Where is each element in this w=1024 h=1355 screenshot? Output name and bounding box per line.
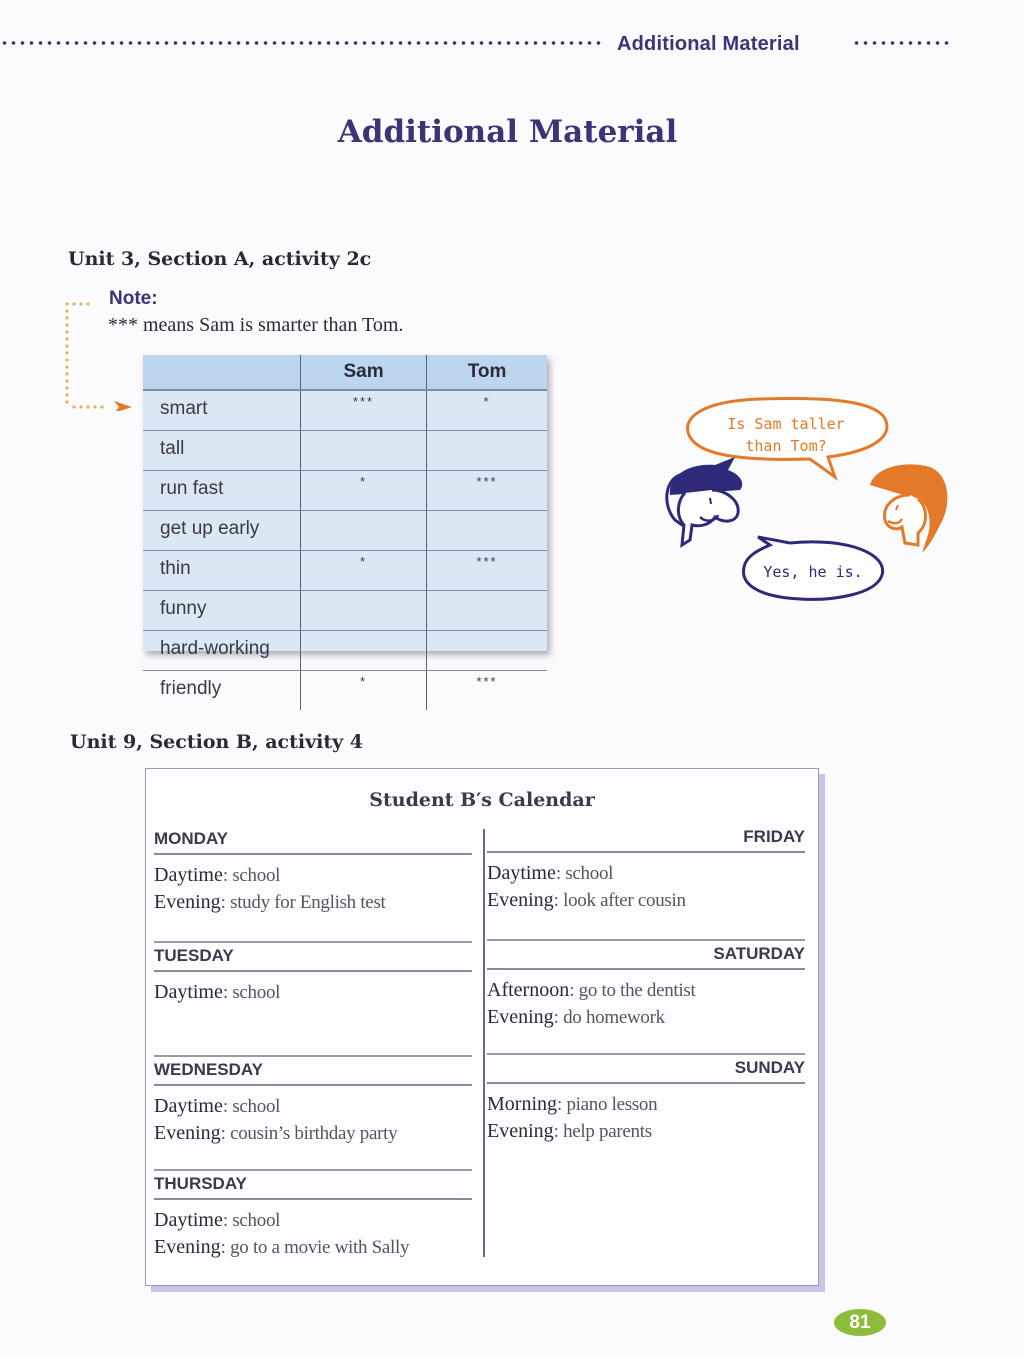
question-line-1: Is Sam taller <box>727 415 845 433</box>
entry-label: Afternoon <box>487 979 570 1001</box>
table-row <box>143 631 547 671</box>
running-header <box>0 33 960 59</box>
calendar-title: Student B′s Calendar <box>369 789 595 811</box>
table-row <box>143 471 547 511</box>
entry-label: Daytime <box>487 862 556 884</box>
entry-value: school <box>565 863 614 884</box>
sam-rating: * <box>301 671 427 711</box>
day-entries <box>154 1200 472 1261</box>
day-name: SUNDAY <box>487 1058 805 1084</box>
entry-value: school <box>232 982 281 1003</box>
day-name: SATURDAY <box>487 944 805 970</box>
trait-cell: run fast <box>143 471 301 511</box>
entry-separator: : <box>555 863 566 884</box>
entry-value: do homework <box>563 1007 665 1028</box>
sam-rating: * <box>301 551 427 591</box>
note-label: Note: <box>109 288 158 309</box>
answer-text: Yes, he is. <box>763 563 863 581</box>
tom-rating: *** <box>427 471 547 511</box>
day-entries <box>487 970 805 1031</box>
column-header-tom: Tom <box>427 355 547 390</box>
entry-label: Morning <box>487 1093 557 1115</box>
day-tuesday <box>154 941 472 1006</box>
trait-cell: hard-working <box>143 631 301 671</box>
tom-rating: *** <box>427 551 547 591</box>
page-title: Additional Material <box>337 114 678 150</box>
entry-label: Daytime <box>154 1095 223 1117</box>
tom-rating <box>427 431 547 471</box>
day-monday <box>154 829 472 916</box>
day-saturday <box>487 939 805 1031</box>
girl-face-icon <box>870 464 947 553</box>
tom-rating <box>427 591 547 631</box>
trait-cell: smart <box>143 390 301 431</box>
calendar-entry <box>487 1118 805 1145</box>
entry-value: school <box>232 1096 281 1117</box>
sam-rating <box>301 431 427 471</box>
boy-face-icon <box>667 457 742 545</box>
column-divider <box>483 829 485 1257</box>
entry-value: look after cousin <box>563 890 686 911</box>
entry-value: help parents <box>563 1121 652 1142</box>
comparison-table <box>143 355 547 699</box>
entry-label: Evening <box>154 1236 221 1258</box>
running-title: Additional Material <box>617 33 800 55</box>
day-name: WEDNESDAY <box>154 1060 472 1086</box>
note-text: *** means Sam is smarter than Tom. <box>108 314 404 336</box>
entry-separator: : <box>220 1237 231 1258</box>
calendar-entry <box>154 1234 472 1261</box>
trait-cell: thin <box>143 551 301 591</box>
day-entries <box>154 972 472 1006</box>
day-wednesday <box>154 1055 472 1147</box>
entry-value: study for English test <box>230 892 386 913</box>
day-sunday <box>487 1053 805 1145</box>
dotted-rule-right <box>852 39 952 47</box>
sam-rating <box>301 591 427 631</box>
calendar-entry <box>154 1093 472 1120</box>
answer-bubble <box>743 537 882 599</box>
calendar-entry <box>487 887 805 914</box>
entry-separator: : <box>553 1007 564 1028</box>
table-row <box>143 671 547 711</box>
table-row <box>143 551 547 591</box>
day-entries <box>487 853 805 914</box>
day-entries <box>154 1086 472 1147</box>
entry-separator: : <box>569 980 579 1001</box>
column-header-sam: Sam <box>301 355 427 390</box>
calendar-entry <box>487 860 805 887</box>
entry-label: Evening <box>487 889 554 911</box>
day-thursday <box>154 1169 472 1261</box>
column-header-trait <box>143 355 301 390</box>
day-entries <box>487 1084 805 1145</box>
entry-separator: : <box>220 1123 231 1144</box>
calendar-entry <box>487 1091 805 1118</box>
day-name: FRIDAY <box>487 827 805 853</box>
student-calendar <box>145 768 819 1286</box>
day-friday <box>487 827 805 914</box>
entry-separator: : <box>222 1096 233 1117</box>
table-row <box>143 591 547 631</box>
sam-rating <box>301 631 427 671</box>
sam-rating: *** <box>301 390 427 431</box>
trait-cell: friendly <box>160 678 222 699</box>
trait-cell: funny <box>143 591 301 631</box>
entry-separator: : <box>222 1210 233 1231</box>
calendar-entry <box>154 889 472 916</box>
table-row <box>143 390 547 431</box>
day-entries <box>154 855 472 916</box>
section-heading-unit3: Unit 3, Section A, activity 2c <box>68 248 372 270</box>
table-header-row <box>143 355 547 390</box>
day-name: MONDAY <box>154 829 472 855</box>
calendar-entry <box>487 977 805 1004</box>
entry-value: school <box>232 1210 281 1231</box>
entry-value: cousin’s birthday party <box>230 1123 398 1144</box>
entry-value: go to the dentist <box>578 980 696 1001</box>
sam-rating: * <box>301 471 427 511</box>
entry-label: Evening <box>487 1006 554 1028</box>
table-row <box>143 431 547 471</box>
entry-separator: : <box>222 865 233 886</box>
tom-rating <box>427 631 547 671</box>
tom-rating: *** <box>427 671 547 711</box>
entry-label: Evening <box>487 1120 554 1142</box>
dotted-rule-left <box>0 39 605 47</box>
entry-separator: : <box>220 892 231 913</box>
sam-rating <box>301 511 427 551</box>
tom-rating: * <box>427 390 547 431</box>
entry-separator: : <box>557 1094 567 1115</box>
trait-cell: get up early <box>143 511 301 551</box>
entry-label: Daytime <box>154 981 223 1003</box>
day-name: THURSDAY <box>154 1174 472 1200</box>
calendar-entry <box>487 1004 805 1031</box>
entry-value: go to a movie with Sally <box>230 1237 410 1258</box>
day-name: TUESDAY <box>154 946 472 972</box>
entry-label: Daytime <box>154 1209 223 1231</box>
entry-value: school <box>232 865 281 886</box>
calendar-entry <box>154 979 472 1006</box>
entry-label: Evening <box>154 1122 221 1144</box>
page-number-badge: 81 <box>834 1309 886 1336</box>
tom-rating <box>427 511 547 551</box>
entry-separator: : <box>553 890 564 911</box>
section-heading-unit9: Unit 9, Section B, activity 4 <box>70 731 363 753</box>
entry-separator: : <box>222 982 233 1003</box>
calendar-entry <box>154 1120 472 1147</box>
calendar-entry <box>154 862 472 889</box>
entry-separator: : <box>553 1121 564 1142</box>
cartoon-illustration <box>660 395 960 615</box>
entry-label: Evening <box>154 891 221 913</box>
entry-label: Daytime <box>154 864 223 886</box>
calendar-entry <box>154 1207 472 1234</box>
entry-value: piano lesson <box>566 1094 658 1115</box>
trait-cell: tall <box>143 431 301 471</box>
question-line-2: than Tom? <box>745 437 827 455</box>
table-row <box>143 511 547 551</box>
